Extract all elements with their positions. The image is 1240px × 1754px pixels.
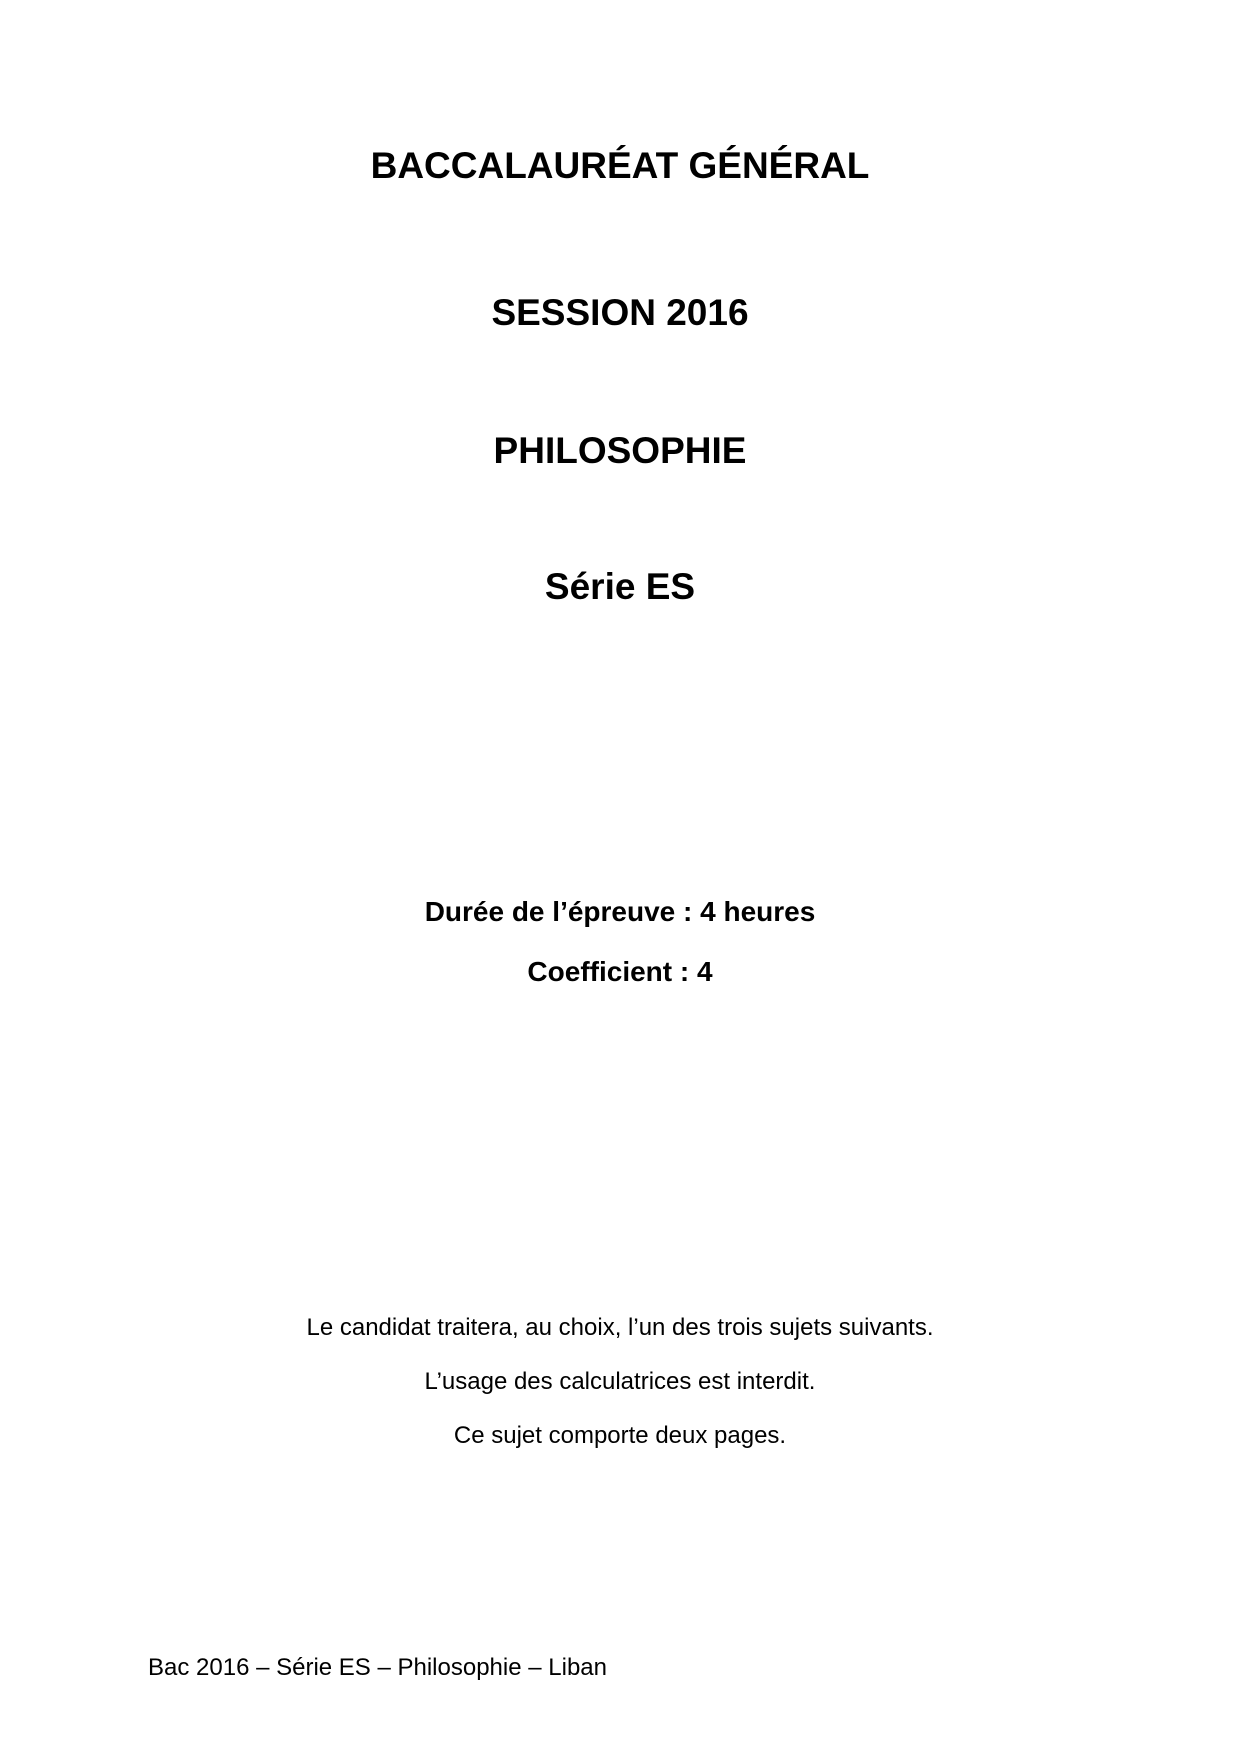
series-title: Série ES xyxy=(544,566,696,607)
instruction-choice: Le candidat traitera, au choix, l’un des trois sujets suivants. xyxy=(306,1314,934,1341)
session-title: SESSION 2016 xyxy=(491,292,749,333)
subject-title: PHILOSOPHIE xyxy=(493,430,747,471)
instruction-calculators: L’usage des calculatrices est interdit. xyxy=(424,1368,816,1395)
exam-title: BACCALAURÉAT GÉNÉRAL xyxy=(370,145,870,186)
page-footer: Bac 2016 – Série ES – Philosophie – Liban xyxy=(148,1654,607,1681)
exam-coefficient: Coefficient : 4 xyxy=(527,956,713,987)
instruction-page-count: Ce sujet comporte deux pages. xyxy=(453,1422,787,1449)
exam-duration: Durée de l’épreuve : 4 heures xyxy=(424,896,816,927)
